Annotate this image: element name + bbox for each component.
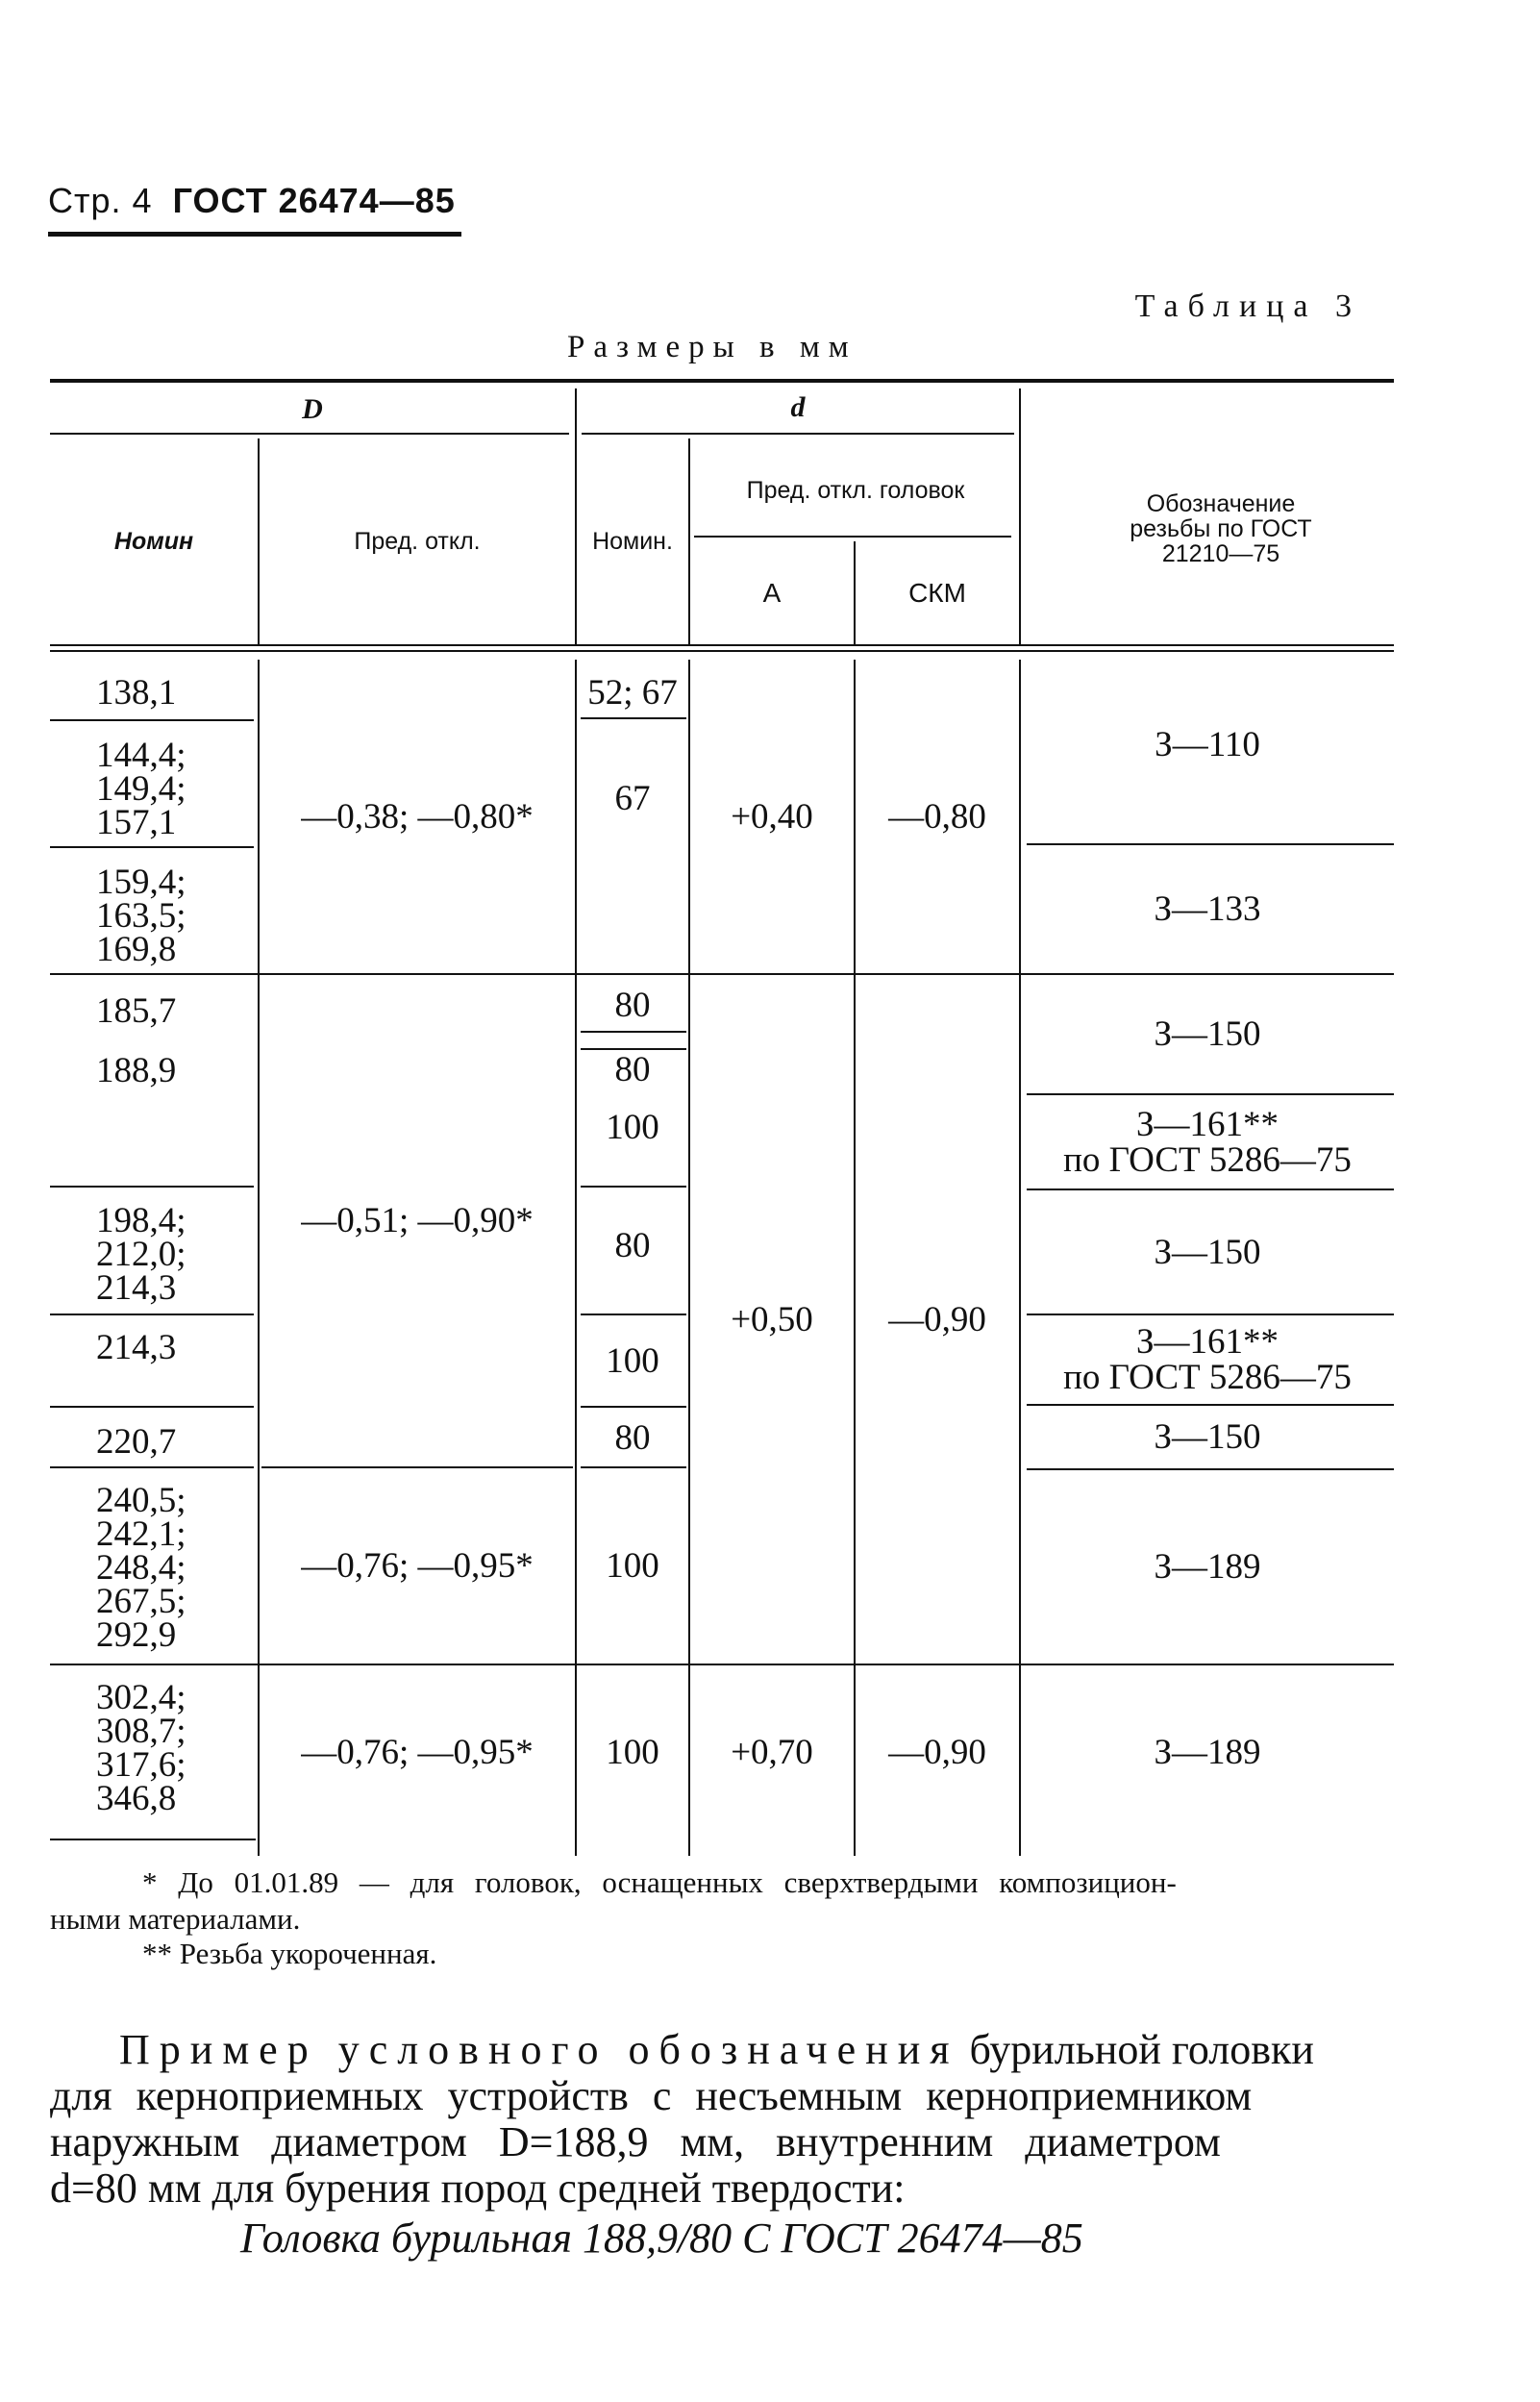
A-group-3: +0,70 xyxy=(731,1732,813,1772)
SKM-group-3: —0,90 xyxy=(888,1732,986,1772)
header-head-tolerance: Пред. откл. головок xyxy=(746,477,965,504)
table-units: Размеры в мм xyxy=(567,330,857,364)
example-line-2: для керноприемных устройств с несъемным керноприемником xyxy=(50,2072,1253,2119)
header-A: А xyxy=(762,577,782,608)
D-row-8: 220,7 xyxy=(96,1422,177,1462)
thread-row-1: З—110 xyxy=(1155,725,1260,764)
thread-row-5: З—150 xyxy=(1154,1232,1261,1272)
d-row-4: 80 xyxy=(614,1049,651,1089)
D-row-9: 240,5; 242,1; 248,4; 267,5; 292,9 xyxy=(96,1481,186,1655)
d-row-10: 100 xyxy=(606,1732,659,1772)
D-row-4: 185,7 xyxy=(96,991,177,1031)
tolerance-group-1: —0,38; —0,80* xyxy=(301,796,534,837)
D-row-6: 198,4; 212,0; 214,3 xyxy=(96,1201,186,1308)
header-D: D xyxy=(302,393,323,425)
header-d: d xyxy=(790,391,806,423)
SKM-group-1: —0,80 xyxy=(888,796,986,837)
d-row-9: 100 xyxy=(606,1546,659,1586)
footnote-1-line-2: ными материалами. xyxy=(50,1902,301,1936)
page-number: Стр. 4 xyxy=(48,181,153,220)
D-row-1: 138,1 xyxy=(96,673,177,713)
tolerance-group-4: —0,76; —0,95* xyxy=(301,1732,534,1772)
tolerance-group-2: —0,51; —0,90* xyxy=(301,1201,534,1240)
example-line-1: Пример условного обозначения бурильной головки xyxy=(119,2026,1314,2073)
thread-row-7: З—150 xyxy=(1154,1417,1261,1457)
footnote-2: ** Резьба укороченная. xyxy=(142,1937,437,1970)
standard-code: ГОСТ 26474—85 xyxy=(172,181,456,220)
example-line-4: d=80 мм для бурения пород средней твердости: xyxy=(50,2164,906,2212)
d-row-8: 80 xyxy=(614,1418,651,1458)
thread-row-6: З—161** по ГОСТ 5286—75 xyxy=(1063,1322,1352,1397)
example-designation: Головка бурильная 188,9/80 С ГОСТ 26474—85 xyxy=(240,2214,1083,2262)
d-row-1: 52; 67 xyxy=(587,672,678,713)
header-nominal-d: Номин. xyxy=(592,527,673,555)
tolerance-group-3: —0,76; —0,95* xyxy=(301,1546,534,1586)
D-row-3: 159,4; 163,5; 169,8 xyxy=(96,863,186,969)
header-nominal: Номин xyxy=(113,527,194,555)
table-label: Таблица 3 xyxy=(1134,288,1361,324)
SKM-group-2: —0,90 xyxy=(888,1299,986,1339)
header-tolerance: Пред. откл. xyxy=(354,527,481,555)
D-row-5: 188,9 xyxy=(96,1051,177,1090)
header-SKM: СКМ xyxy=(908,577,966,608)
D-row-2: 144,4; 149,4; 157,1 xyxy=(96,736,186,842)
header-rule xyxy=(48,232,461,237)
d-row-7: 100 xyxy=(606,1340,659,1381)
A-group-1: +0,40 xyxy=(731,796,813,837)
page-header xyxy=(48,181,456,221)
d-row-5: 100 xyxy=(606,1107,659,1147)
thread-row-4: З—161** по ГОСТ 5286—75 xyxy=(1063,1104,1352,1180)
thread-row-8: З—189 xyxy=(1154,1547,1261,1587)
D-row-7: 214,3 xyxy=(96,1328,177,1367)
thread-row-9: З—189 xyxy=(1154,1732,1261,1772)
thread-row-2: З—133 xyxy=(1154,889,1261,929)
header-designation: Обозначение резьбы по ГОСТ 21210—75 xyxy=(1130,490,1312,567)
d-row-6: 80 xyxy=(614,1225,651,1265)
D-row-10: 302,4; 308,7; 317,6; 346,8 xyxy=(96,1678,186,1818)
d-row-3: 80 xyxy=(614,985,651,1025)
example-line-3: наружным диаметром D=188,9 мм, внутренним диаметром xyxy=(50,2118,1221,2165)
A-group-2: +0,50 xyxy=(731,1299,813,1339)
footnote-1-line-1: * До 01.01.89 — для головок, оснащенных сверхтвердыми композицион- xyxy=(142,1865,1177,1899)
thread-row-3: З—150 xyxy=(1154,1014,1261,1054)
d-row-2: 67 xyxy=(614,778,651,818)
